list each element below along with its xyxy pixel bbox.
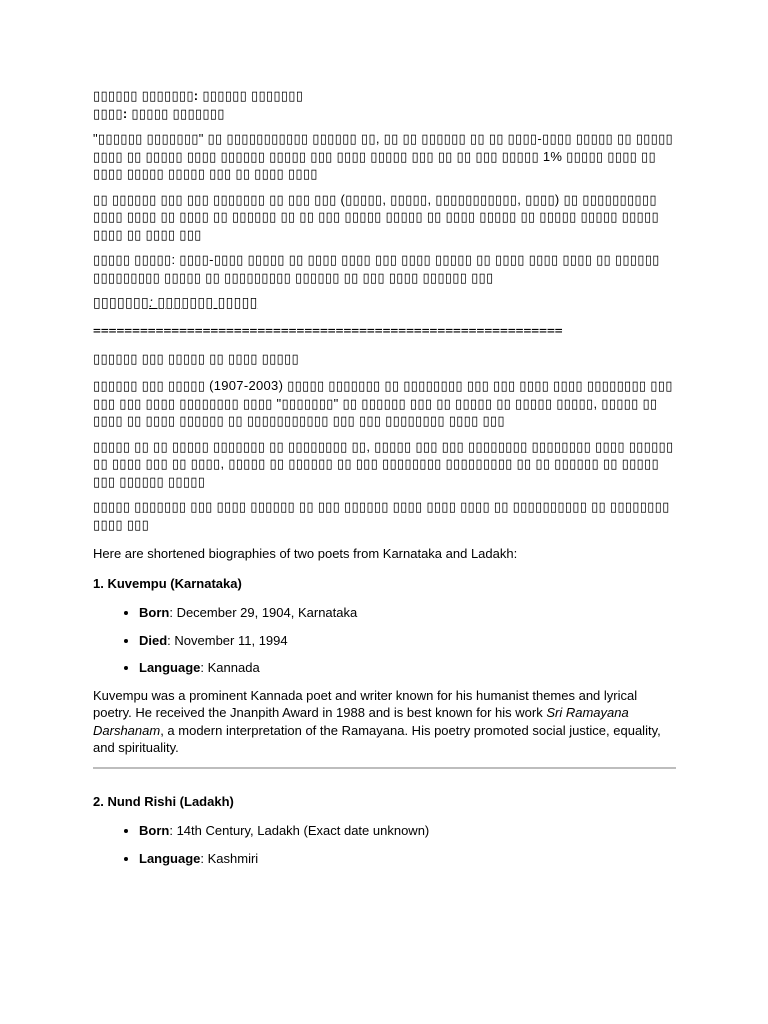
paragraph-6: ▯▯▯▯▯ ▯▯▯▯▯▯▯ ▯▯▯ ▯▯▯▯ ▯▯▯▯▯▯ ▯▯ ▯▯▯ ▯▯▯▯▯▯ ▯▯▯▯ ▯▯▯▯ ▯▯▯▯ ▯▯ ▯▯▯▯▯▯▯▯▯▯ ▯▯ ▯▯▯▯▯▯▯▯ ▯▯▯▯ ▯▯▯ xyxy=(93,499,670,532)
poet1-heading: 1. Kuvempu (Karnataka) xyxy=(93,575,242,591)
born-label: Born xyxy=(139,605,170,620)
language-value: : Kannada xyxy=(200,660,260,675)
separator-line: ============================================================ xyxy=(93,323,563,339)
title-line-2: ▯▯▯▯: ▯▯▯▯▯ ▯▯▯▯▯▯▯ xyxy=(93,105,225,121)
died-label: Died xyxy=(139,632,168,648)
language-label: Language xyxy=(139,660,201,675)
poet1-facts-list xyxy=(93,604,676,677)
paragraph-4: ▯▯▯▯▯▯ ▯▯▯ ▯▯▯▯▯ (1907-2003) ▯▯▯▯▯ ▯▯▯▯▯▯▯ ▯▯ ▯▯▯▯▯▯▯▯ ▯▯▯ ▯▯▯ ▯▯▯▯ ▯▯▯▯ ▯▯▯▯▯▯▯▯ ▯▯▯ ▯▯▯ ▯▯▯ ▯▯▯▯ ▯▯▯▯▯▯▯▯ ▯▯▯▯ "▯▯▯▯▯▯▯" ▯▯ ▯▯▯▯▯▯ ▯▯▯ ▯▯ ▯▯▯▯▯ ▯▯ ▯▯▯▯▯ ▯▯▯▯▯, ▯▯▯▯▯ ▯▯ ▯▯▯▯ ▯▯ ▯▯▯▯ ▯▯▯▯▯▯ ▯▯ ▯▯▯▯▯▯▯▯▯▯▯ ▯▯▯ ▯▯▯ ▯▯▯▯▯▯▯▯ ▯▯▯▯ ▯▯▯ xyxy=(93,378,673,428)
poet1-bio xyxy=(93,687,676,757)
paragraph-2: ▯▯ ▯▯▯▯▯▯ ▯▯▯ ▯▯▯ ▯▯▯▯▯▯▯ ▯▯ ▯▯▯ ▯▯▯ (▯▯▯▯▯, ▯▯▯▯▯, ▯▯▯▯▯▯▯▯▯▯▯, ▯▯▯▯) ▯▯ ▯▯▯▯▯▯▯▯▯▯ ▯▯▯▯ ▯▯▯▯ ▯▯ ▯▯▯▯ ▯▯ ▯▯▯▯▯▯ ▯▯ ▯▯ ▯▯▯ ▯▯▯▯▯ ▯▯▯▯▯ ▯▯ ▯▯▯▯ ▯▯▯▯▯ ▯▯ ▯▯▯▯▯ ▯▯▯▯▯ ▯▯▯▯▯ ▯▯▯▯ ▯▯ ▯▯▯▯ ▯▯▯ xyxy=(93,191,659,242)
paragraph-1: "▯▯▯▯▯▯ ▯▯▯▯▯▯▯" ▯▯ ▯▯▯▯▯▯▯▯▯▯▯ ▯▯▯▯▯▯ ▯▯, ▯▯ ▯▯ ▯▯▯▯▯▯ ▯▯ ▯▯ ▯▯▯▯-▯▯▯▯ ▯▯▯▯▯ ▯▯ ▯▯▯▯▯ ▯▯▯▯ ▯▯ ▯▯▯▯▯ ▯▯▯▯ ▯▯▯▯▯▯ ▯▯▯▯▯ ▯▯▯ ▯▯▯▯ ▯▯▯▯▯ ▯▯▯ ▯▯ ▯▯ ▯▯▯ ▯▯▯▯▯ 1% ▯▯▯▯▯ ▯▯▯▯ ▯▯ ▯▯▯▯ ▯▯▯▯▯ ▯▯▯▯▯ ▯▯▯ ▯▯ ▯▯▯▯ ▯▯▯▯ xyxy=(93,131,673,181)
list-item xyxy=(139,850,676,868)
bold-heading: ▯▯▯▯▯▯ ▯▯▯ ▯▯▯▯▯ ▯▯ ▯▯▯▯ ▯▯▯▯▯ xyxy=(93,350,299,366)
died-value: : November 11, 1994 xyxy=(167,632,288,648)
list-item xyxy=(139,632,676,650)
paragraph-3: ▯▯▯▯▯ ▯▯▯▯▯: ▯▯▯▯-▯▯▯▯ ▯▯▯▯▯ ▯▯ ▯▯▯▯ ▯▯▯▯ ▯▯▯ ▯▯▯▯ ▯▯▯▯▯ ▯▯ ▯▯▯▯ ▯▯▯▯ ▯▯▯▯ ▯▯ ▯▯▯▯▯▯ ▯▯▯▯▯▯▯▯▯ ▯▯▯▯▯ ▯▯ ▯▯▯▯▯▯▯▯▯ ▯▯▯▯▯▯ ▯▯ ▯▯▯ ▯▯▯▯ ▯▯▯▯▯▯ ▯▯▯ xyxy=(93,252,660,285)
document-content xyxy=(93,87,676,877)
born-label: Born xyxy=(139,823,170,838)
poet2-heading: 2. Nund Rishi (Ladakh) xyxy=(93,793,234,809)
list-item xyxy=(139,659,676,677)
poet1-bio-work: Sri Ramayana Darshanam xyxy=(93,705,629,738)
poet1-bio-a: Kuvempu was a prominent Kannada poet and writer known for his humanist themes and lyrical poetry. He received the Jnanpith Award in 1988 and is best known for his work xyxy=(93,687,638,720)
list-item xyxy=(139,604,676,622)
born-value: : December 29, 1904, Karnataka xyxy=(169,605,358,620)
paragraph-5: ▯▯▯▯▯ ▯▯ ▯▯ ▯▯▯▯▯ ▯▯▯▯▯▯▯ ▯▯ ▯▯▯▯▯▯▯▯ ▯▯, ▯▯▯▯▯ ▯▯▯ ▯▯▯ ▯▯▯▯▯▯▯▯ ▯▯▯▯▯▯▯▯ ▯▯▯▯ ▯▯▯▯▯▯ ▯▯ ▯▯▯▯ ▯▯▯ ▯▯ ▯▯▯▯, ▯▯▯▯▯ ▯▯ ▯▯▯▯▯▯ ▯▯ ▯▯▯ ▯▯▯▯▯▯▯▯ ▯▯▯▯▯▯▯▯▯ ▯▯ ▯▯ ▯▯▯▯▯▯ ▯▯ ▯▯▯▯▯ ▯▯▯ ▯▯▯▯▯▯ ▯▯▯▯▯ xyxy=(93,438,674,489)
poet2-facts-list xyxy=(93,822,676,867)
intro-text: Here are shortened biographies of two poets from Karnataka and Ladakh: xyxy=(93,546,518,561)
poet1-bio-b: , a modern interpretation of the Ramayana. His poetry promoted social justice, equality, and spirituality. xyxy=(93,722,661,755)
italic-heading: ▯▯▯▯▯▯▯: ▯▯▯▯▯▯▯ ▯▯▯▯▯ xyxy=(93,294,258,310)
list-item xyxy=(139,822,676,840)
born-value: : 14th Century, Ladakh (Exact date unknown) xyxy=(169,823,430,838)
language-value: : Kashmiri xyxy=(200,850,259,866)
language-label: Language xyxy=(139,850,201,866)
horizontal-rule xyxy=(93,767,676,769)
title-line-1: ▯▯▯▯▯▯ ▯▯▯▯▯▯▯: ▯▯▯▯▯▯ ▯▯▯▯▯▯▯ xyxy=(93,88,304,103)
